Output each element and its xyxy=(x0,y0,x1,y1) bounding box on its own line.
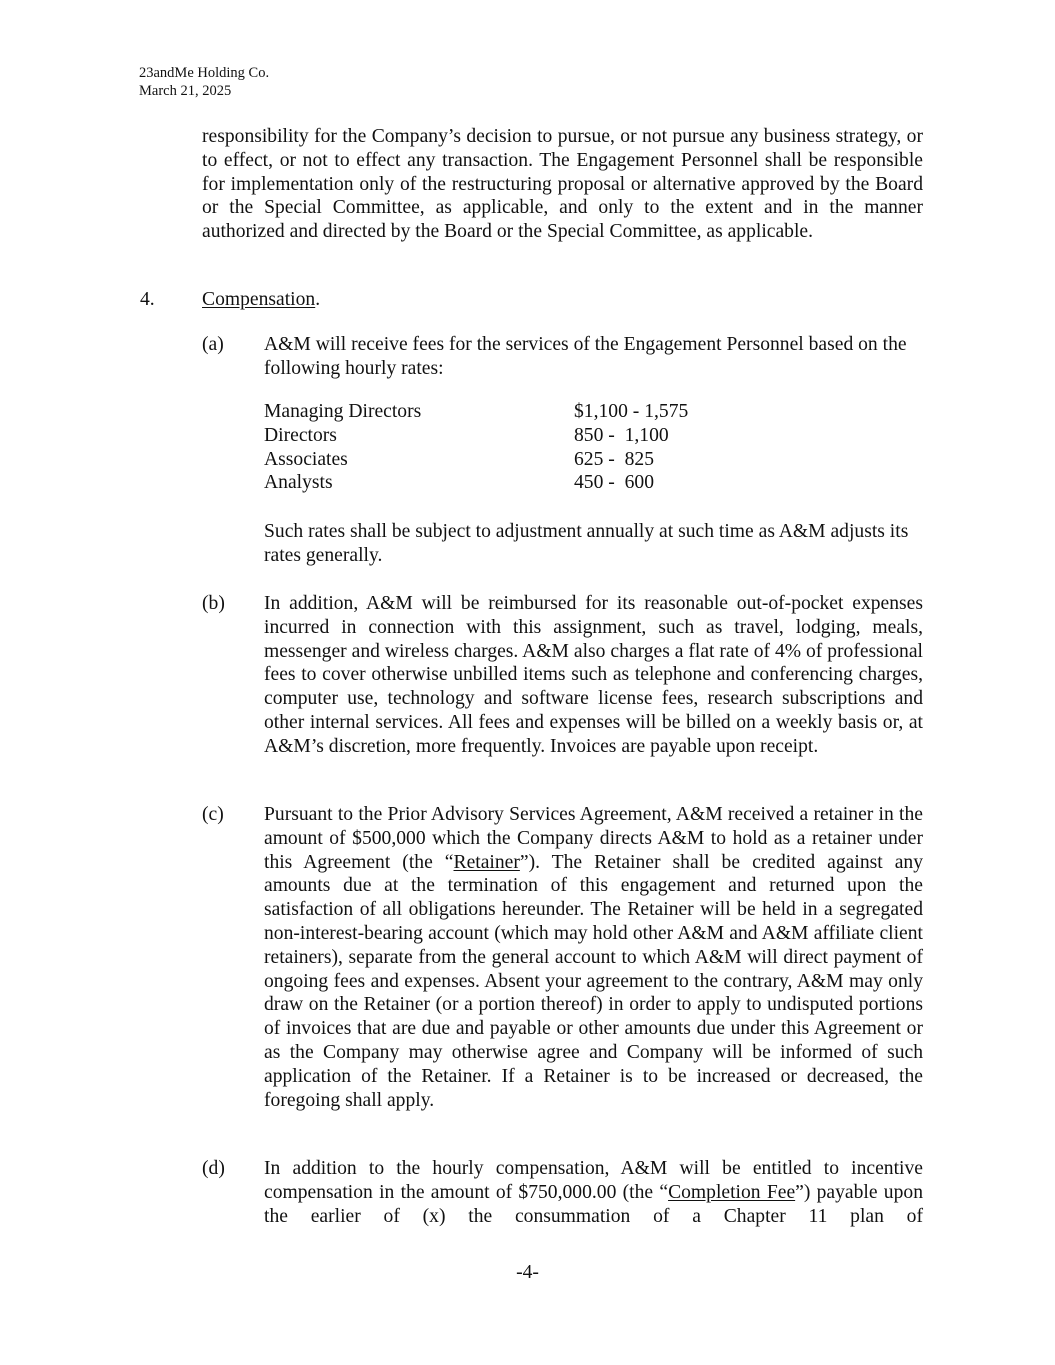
item-c-text-after: ”). The Retainer shall be credited against any amounts due at the termination of this engagement and returned upon the satisfaction of all obligations hereunder. The Retainer will be held in a segregated non-interest-bearing account (which may hold other A&M and A&M affiliate client retainers), separate from the general account to which A&M will direct payment of ongoing fees and expenses. Absent your agreement to the contrary, A&M may only draw on the Retainer (or a portion thereof) in order to apply to undisputed portions of invoices that are due and payable or other amounts due under this Agreement or as the Company may otherwise agree and Company will be informed of such application of the Retainer. If a Retainer is to be increased or decreased, the foregoing shall apply. xyxy=(264,851,923,1111)
rate-role: Analysts xyxy=(264,472,333,494)
page-number: -4- xyxy=(516,1262,539,1283)
section-title xyxy=(202,288,320,312)
intro-paragraph: responsibility for the Company’s decision to pursue, or not pursue any business strategy, or to effect, or not to effect any transaction. The Engagement Personnel shall be responsible for implementation only of the restructuring proposal or alternative approved by the Board or the Special Committee, as applicable, and only to the extent and in the manner authorized and directed by the Board or the Special Committee, as applicable. xyxy=(202,126,923,243)
section-number: 4. xyxy=(140,289,155,310)
item-d-label: (d) xyxy=(202,1158,225,1179)
rate-value: $1,100 - 1,575 xyxy=(574,401,689,422)
rate-role: Managing Directors xyxy=(264,401,422,422)
rate-value: 850 - 1,100 xyxy=(574,424,669,446)
item-d-text-after: ”) payable upon the earlier of (x) the consummation of a Chapter 11 plan of xyxy=(264,1181,923,1227)
item-b-label: (b) xyxy=(202,593,225,614)
rate-role: Directors xyxy=(264,424,337,446)
item-a-label: (a) xyxy=(202,334,224,355)
hourly-rates-table xyxy=(264,400,774,495)
rate-row xyxy=(264,424,774,448)
completion-fee-defined-term: Completion Fee xyxy=(668,1181,796,1203)
rate-adjustment-text: Such rates shall be subject to adjustment annually at such time as A&M adjusts its rates generally. xyxy=(264,521,909,566)
item-b-text: In addition, A&M will be reimbursed for its reasonable out-of-pocket expenses incurred in connection with this assignment, such as travel, lodging, meals, messenger and wireless charges. A&M also charges a flat rate of 4% of professional fees to cover otherwise unbilled items such as telephone and conferencing charges, computer use, technology and software license fees, research subscriptions and other internal services. All fees and expenses will be billed on a weekly basis or, at A&M’s discretion, more frequently. Invoices are payable upon receipt. xyxy=(264,593,923,757)
header-date: March 21, 2025 xyxy=(139,83,232,99)
item-c-label: (c) xyxy=(202,804,224,825)
item-a-text: A&M will receive fees for the services of the Engagement Personnel based on the following hourly rates: xyxy=(264,334,907,379)
rate-value: 450 - 600 xyxy=(574,472,655,494)
section-title-text: Compensation xyxy=(202,289,316,310)
item-c-text xyxy=(264,803,923,1112)
rate-row xyxy=(264,400,774,424)
section-title-period: . xyxy=(315,289,321,310)
retainer-defined-term: Retainer xyxy=(453,851,520,873)
item-d-text-before: In addition to the hourly compensation, A&M will be entitled to incentive compensation in the amount of $750,000.00 (the “ xyxy=(264,1158,923,1203)
document-header xyxy=(139,64,269,100)
item-d-text xyxy=(264,1157,923,1228)
item-c-text-before: Pursuant to the Prior Advisory Services Agreement, A&M received a retainer in the amount of $500,000 which the Company directs A&M to hold as a retainer under this Agreement (the “ xyxy=(264,804,923,873)
rate-row xyxy=(264,448,774,472)
company-name: 23andMe Holding Co. xyxy=(139,65,270,81)
rate-row xyxy=(264,471,774,495)
rate-role: Associates xyxy=(264,448,348,470)
rate-value: 625 - 825 xyxy=(574,448,655,470)
